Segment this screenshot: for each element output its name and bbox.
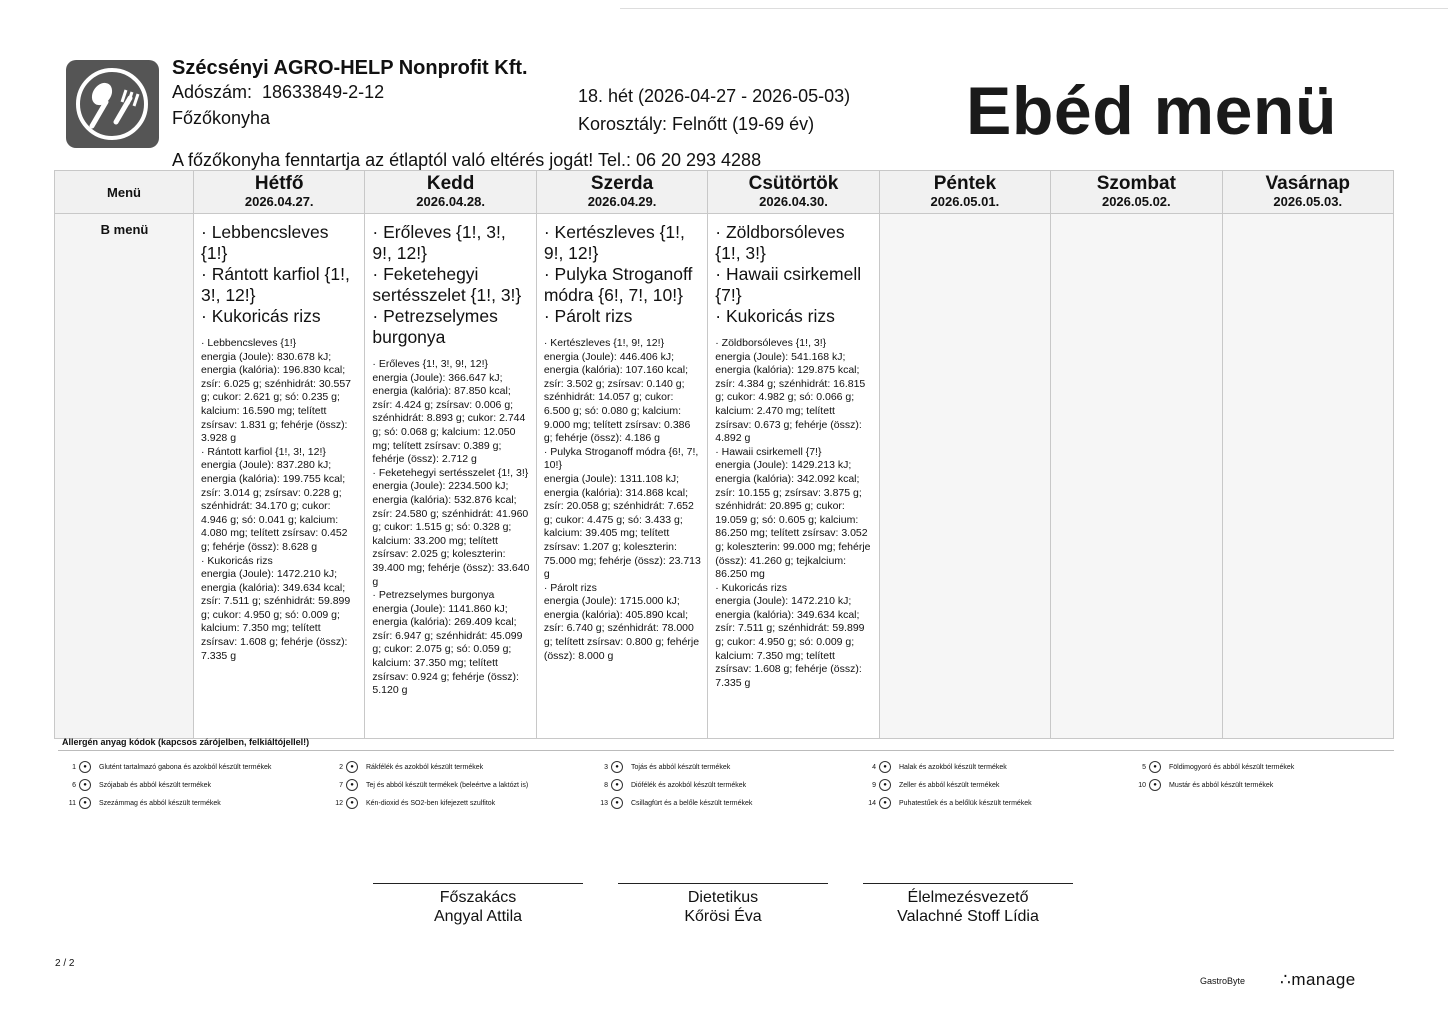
signature-name: Valachné Stoff Lídia (897, 908, 1039, 925)
allergen-text: Tojás és abból készült termékek (631, 763, 731, 771)
allergen-number: 13 (600, 799, 608, 807)
allergen-text: Glutént tartalmazó gabona és azokból készült termékek (99, 763, 272, 771)
gastrobyte-label: GastroByte (1200, 976, 1246, 986)
nutrition-dish-name: · Erőleves {1!, 3!, 9!, 12!} (372, 358, 488, 370)
tax-id (172, 82, 384, 103)
allergen-number: 9 (872, 781, 876, 789)
allergen-number: 11 (68, 799, 76, 807)
day-cell (1222, 214, 1393, 739)
tax-id-value: 18633849-2-12 (262, 82, 385, 102)
day-cell (194, 214, 365, 739)
dish-list (715, 222, 872, 327)
allergen-divider (58, 750, 1394, 751)
allergen-text: Mustár és abból készült termékek (1169, 781, 1274, 789)
day-name: Szombat (1096, 173, 1176, 194)
allergen-title: Allergén anyag kódok (kapcsos zárójelben, felkiáltójellel!) (62, 737, 310, 747)
nutrition-item (544, 446, 701, 582)
allergen-text: Tej és abból készült termékek (beleértve a laktózt is) (366, 781, 529, 789)
company-name: Szécsényi AGRO-HELP Nonprofit Kft. (172, 57, 528, 79)
day-name: Vasárnap (1265, 173, 1351, 194)
allergen-item (1128, 779, 1273, 791)
week-range: 18. hét (2026-04-27 - 2026-05-03) (578, 86, 851, 106)
day-header (536, 171, 707, 214)
nutrition-item (544, 582, 701, 664)
page-number: 2 / 2 (55, 958, 75, 969)
allergen-item (58, 761, 271, 773)
allergen-icon: ● (1149, 779, 1161, 791)
allergen-item (858, 779, 999, 791)
dish-name: · Párolt rizs (543, 306, 633, 326)
allergen-text: Kén-dioxid és SO2-ben kifejezett szulfitok (366, 799, 496, 807)
nutrition-dish-name: · Kukoricás rizs (715, 581, 788, 594)
day-header (365, 171, 536, 214)
allergen-text: Szezámmag és abból készült termékek (99, 799, 221, 807)
day-cell (536, 214, 707, 739)
nutrition-values: energia (Joule): 541.168 kJ; energia (kalória): 129.875 kcal; zsír: 4.384 g; szénhidrát: 16.815 g; cukor: 4.982 g; só: 0.066 g; kalcium: 2.470 mg; telített zsírsav: 0.673 g; fehérje (össz): 4.892 g (715, 350, 866, 445)
signature-name: Angyal Attila (433, 908, 523, 925)
manage-logo: ∴manage (1280, 970, 1356, 989)
nutrition-values: energia (Joule): 446.406 kJ; energia (kalória): 107.160 kcal; zsír: 3.502 g; zsírsav: 0.140 g; szénhidrát: 14.057 g; cukor: 6.500 g; só: 0.080 g; kalcium: 9.000 mg; telített zsírsav: 0.386 g; fehérje (össz): 4.186 g (543, 350, 691, 445)
signature-role: Dietetikus (687, 889, 759, 906)
signature-role: Főszakács (439, 889, 517, 906)
signature-chef (373, 883, 583, 926)
allergen-icon: ● (79, 779, 91, 791)
dish-list (544, 222, 701, 327)
tax-id-label: Adószám: (172, 82, 253, 102)
day-header (879, 171, 1050, 214)
day-cell (1051, 214, 1222, 739)
allergen-item (590, 779, 746, 791)
nutrition-dish-name: · Rántott karfiol {1!, 3!, 12!} (201, 445, 326, 458)
day-cell (708, 214, 879, 739)
nutrition-dish-name: · Pulyka Stroganoff módra {6!, 7!, 10!} (543, 445, 699, 472)
nutrition-item (715, 337, 872, 446)
allergen-number: 12 (335, 799, 343, 807)
allergen-icon: ● (611, 779, 623, 791)
allergen-text: Csillagfürt és a belőle készült termékek (631, 799, 753, 807)
nutrition-values: energia (Joule): 1472.210 kJ; energia (kalória): 349.634 kcal; zsír: 7.511 g; szénhidrát: 59.899 g; cukor: 4.950 g; só: 0.009 g; kalcium: 7.350 mg; telített zsírsav: 1.608 g; fehérje (össz): 7.335 g (201, 568, 351, 662)
allergen-icon: ● (879, 761, 891, 773)
nutrition-values: energia (Joule): 1141.860 kJ; energia (kalória): 269.409 kcal; zsír: 6.947 g; szénhidrát: 45.099 g; cukor: 2.075 g; só: 0.059 g; kalcium: 37.350 mg; telített zsírsav: 0.924 g; fehérje (össz): 5.120 g (372, 602, 523, 697)
nutrition-info (715, 337, 872, 690)
allergen-text: Zeller és abból készült termékek (899, 781, 1000, 789)
allergen-item (1128, 761, 1294, 773)
allergen-number: 8 (604, 781, 608, 789)
allergen-icon: ● (879, 779, 891, 791)
nutrition-item (372, 358, 529, 467)
allergen-icon: ● (611, 761, 623, 773)
nutrition-values: energia (Joule): 1472.210 kJ; energia (kalória): 349.634 kcal; zsír: 7.511 g; szénhidrát: 59.899 g; cukor: 4.950 g; só: 0.009 g; kalcium: 7.350 mg; telített zsírsav: 1.608 g; fehérje (össz): 7.335 g (715, 595, 865, 689)
allergen-icon: ● (346, 761, 358, 773)
signature-manager (863, 883, 1073, 926)
day-header (1222, 171, 1393, 214)
nutrition-dish-name: · Hawaii csirkemell {7!} (715, 445, 822, 458)
dish-name: · Lebbencsleves {1!} (201, 222, 329, 263)
allergen-number: 3 (604, 763, 608, 771)
allergen-text: Rákfélék és azokból készült termékek (366, 763, 484, 771)
nutrition-dish-name: · Kukoricás rizs (201, 554, 273, 567)
day-date: 2026.04.27. (244, 194, 314, 209)
allergen-text: Szójabab és abból készült termékek (99, 781, 212, 789)
nutrition-dish-name: · Petrezselymes burgonya (372, 589, 495, 602)
nutrition-dish-name: · Zöldborsóleves {1!, 3!} (715, 337, 827, 349)
nutrition-item (201, 337, 358, 446)
day-date: 2026.04.30. (759, 194, 828, 209)
day-date: 2026.04.29. (587, 194, 657, 209)
allergen-item (58, 797, 221, 809)
dish-name: · Petrezselymes burgonya (372, 306, 498, 347)
day-name: Szerda (590, 173, 654, 194)
nutrition-item (201, 555, 358, 664)
day-cell (365, 214, 536, 739)
menu-table (54, 170, 1394, 739)
allergen-item (590, 761, 730, 773)
day-date: 2026.05.01. (930, 194, 1000, 209)
dish-name: · Feketehegyi sertésszelet {1!, 3!} (372, 264, 522, 305)
allergen-number: 6 (72, 781, 76, 789)
day-name: Péntek (933, 173, 997, 194)
notice-text: A főzőkonyha fenntartja az étlaptól való eltérés jogát! Tel.: 06 20 293 4288 (172, 150, 762, 170)
allergen-icon: ● (79, 761, 91, 773)
nutrition-values: energia (Joule): 837.280 kJ; energia (kalória): 199.755 kcal; zsír: 3.014 g; zsírsav: 0.228 g; szénhidrát: 34.170 g; cukor: 4.946 g; só: 0.041 g; kalcium: 4.080 mg; telített zsírsav: 0.452 g; fehérje (össz): 8.628 g (201, 459, 348, 553)
top-divider (620, 8, 1448, 9)
allergen-text: Földimogyoró és abból készült termékek (1169, 763, 1295, 771)
nutrition-dish-name: · Lebbencsleves {1!} (201, 337, 297, 349)
allergen-number: 5 (1142, 763, 1146, 771)
allergen-number: 2 (339, 763, 343, 771)
allergen-number: 10 (1138, 781, 1146, 789)
nutrition-values: energia (Joule): 1715.000 kJ; energia (kalória): 405.890 kcal; zsír: 6.740 g; szénhidrát: 78.000 g; telített zsírsav: 0.800 g; fehérje (össz): 8.000 g (543, 595, 700, 662)
dish-name: · Erőleves {1!, 3!, 9!, 12!} (372, 222, 506, 263)
allergen-item (325, 797, 495, 809)
allergen-icon: ● (346, 779, 358, 791)
b-menu-row (55, 214, 1394, 739)
dish-name: · Hawaii csirkemell {7!} (715, 264, 862, 305)
nutrition-dish-name: · Kertészleves {1!, 9!, 12!} (543, 337, 665, 349)
nutrition-item (715, 582, 872, 691)
allergen-text: Diófélék és azokból készült termékek (631, 781, 747, 789)
allergen-text: Puhatestűek és a belőlük készült termékek (899, 799, 1032, 807)
dish-list (201, 222, 358, 327)
nutrition-item (372, 467, 529, 589)
nutrition-values: energia (Joule): 2234.500 kJ; energia (kalória): 532.876 kcal; zsír: 24.580 g; szénhidrát: 41.960 g; cukor: 1.515 g; só: 0.328 g; kalcium: 33.200 mg; telített zsírsav: 2.025 g; koleszterin: 39.400 mg; fehérje (össz): 33.640 g (372, 480, 530, 588)
day-cell (879, 214, 1050, 739)
allergen-text: Halak és azokból készült termékek (899, 763, 1007, 771)
nutrition-values: energia (Joule): 1311.108 kJ; energia (kalória): 314.868 kcal; zsír: 20.058 g; szénhidrát: 7.652 g; cukor: 4.475 g; só: 3.433 g; kalcium: 39.405 mg; telített zsírsav: 1.207 g; koleszterin: 75.000 mg; fehérje (össz): 23.713 g (543, 472, 701, 581)
allergen-number: 1 (72, 763, 76, 771)
kitchen-label: Főzőkonyha (172, 108, 271, 128)
allergen-item (325, 779, 528, 791)
allergen-number: 7 (339, 781, 343, 789)
nutrition-info (201, 337, 358, 663)
dish-list (372, 222, 529, 348)
dish-name: · Kukoricás rizs (201, 306, 321, 326)
allergen-item (58, 779, 211, 791)
dish-name: · Pulyka Stroganoff módra {6!, 7!, 10!} (543, 264, 693, 305)
day-name: Kedd (426, 173, 475, 194)
allergen-item (858, 797, 1032, 809)
menu-column-header: Menü (55, 171, 194, 214)
nutrition-values: energia (Joule): 366.647 kJ; energia (kalória): 87.850 kcal; zsír: 4.424 g; zsírsav: 0.006 g; szénhidrát: 8.893 g; cukor: 2.744 g; só: 0.068 g; kalcium: 12.050 mg; telített zsírsav: 0.389 g; fehérje (össz): 2.712 g (372, 371, 526, 466)
nutrition-info (544, 337, 701, 663)
allergen-icon: ● (79, 797, 91, 809)
nutrition-item (201, 446, 358, 555)
day-date: 2026.05.02. (1101, 194, 1171, 209)
nutrition-dish-name: · Párolt rizs (543, 581, 597, 594)
allergen-item (858, 761, 1007, 773)
row-label: B menü (55, 214, 194, 739)
nutrition-item (715, 446, 872, 582)
page-title: Ebéd menü (966, 73, 1337, 149)
allergen-number: 14 (868, 799, 876, 807)
age-group: Korosztály: Felnőtt (19-69 év) (578, 114, 815, 134)
dish-name: · Kukoricás rizs (715, 306, 835, 326)
day-header (194, 171, 365, 214)
nutrition-values: energia (Joule): 1429.213 kJ; energia (kalória): 342.092 kcal; zsír: 10.155 g; zsírsav: 3.875 g; szénhidrát: 20.895 g; cukor: 19.059 g; só: 0.605 g; kalcium: 86.250 mg; telített zsírsav: 3.052 g; koleszterin: 99.000 mg; fehérje (össz): 41.260 g; tejkalcium: 86.250 mg (715, 459, 871, 581)
nutrition-values: energia (Joule): 830.678 kJ; energia (kalória): 196.830 kcal; zsír: 6.025 g; szénhidrát: 30.557 g; cukor: 2.621 g; só: 0.235 g; kalcium: 16.590 mg; telített zsírsav: 1.831 g; fehérje (össz): 3.928 g (201, 350, 352, 445)
day-name: Csütörtök (748, 173, 839, 194)
nutrition-info (372, 358, 529, 698)
spoon-fork-icon (66, 60, 159, 148)
nutrition-dish-name: · Feketehegyi sertésszelet {1!, 3!} (372, 466, 529, 479)
nutrition-item (544, 337, 701, 446)
dish-name: · Rántott karfiol {1!, 3!, 12!} (201, 264, 350, 305)
allergen-item (325, 761, 483, 773)
signature-role: Élelmezésvezető (907, 889, 1029, 906)
dish-name: · Kertészleves {1!, 9!, 12!} (543, 222, 685, 263)
allergen-icon: ● (1149, 761, 1161, 773)
signature-dietitian (618, 883, 828, 926)
dish-name: · Zöldborsóleves {1!, 3!} (715, 222, 845, 263)
allergen-icon: ● (611, 797, 623, 809)
allergen-icon: ● (346, 797, 358, 809)
allergen-item (590, 797, 752, 809)
allergen-number: 4 (872, 763, 876, 771)
day-header (1051, 171, 1222, 214)
day-date: 2026.05.03. (1273, 194, 1343, 209)
day-name: Hétfő (254, 173, 304, 194)
nutrition-item (372, 589, 529, 698)
logo (66, 60, 159, 148)
day-header-row (55, 171, 1394, 214)
day-header (708, 171, 879, 214)
day-date: 2026.04.28. (416, 194, 485, 209)
allergen-icon: ● (879, 797, 891, 809)
signature-name: Kőrösi Éva (684, 908, 762, 925)
